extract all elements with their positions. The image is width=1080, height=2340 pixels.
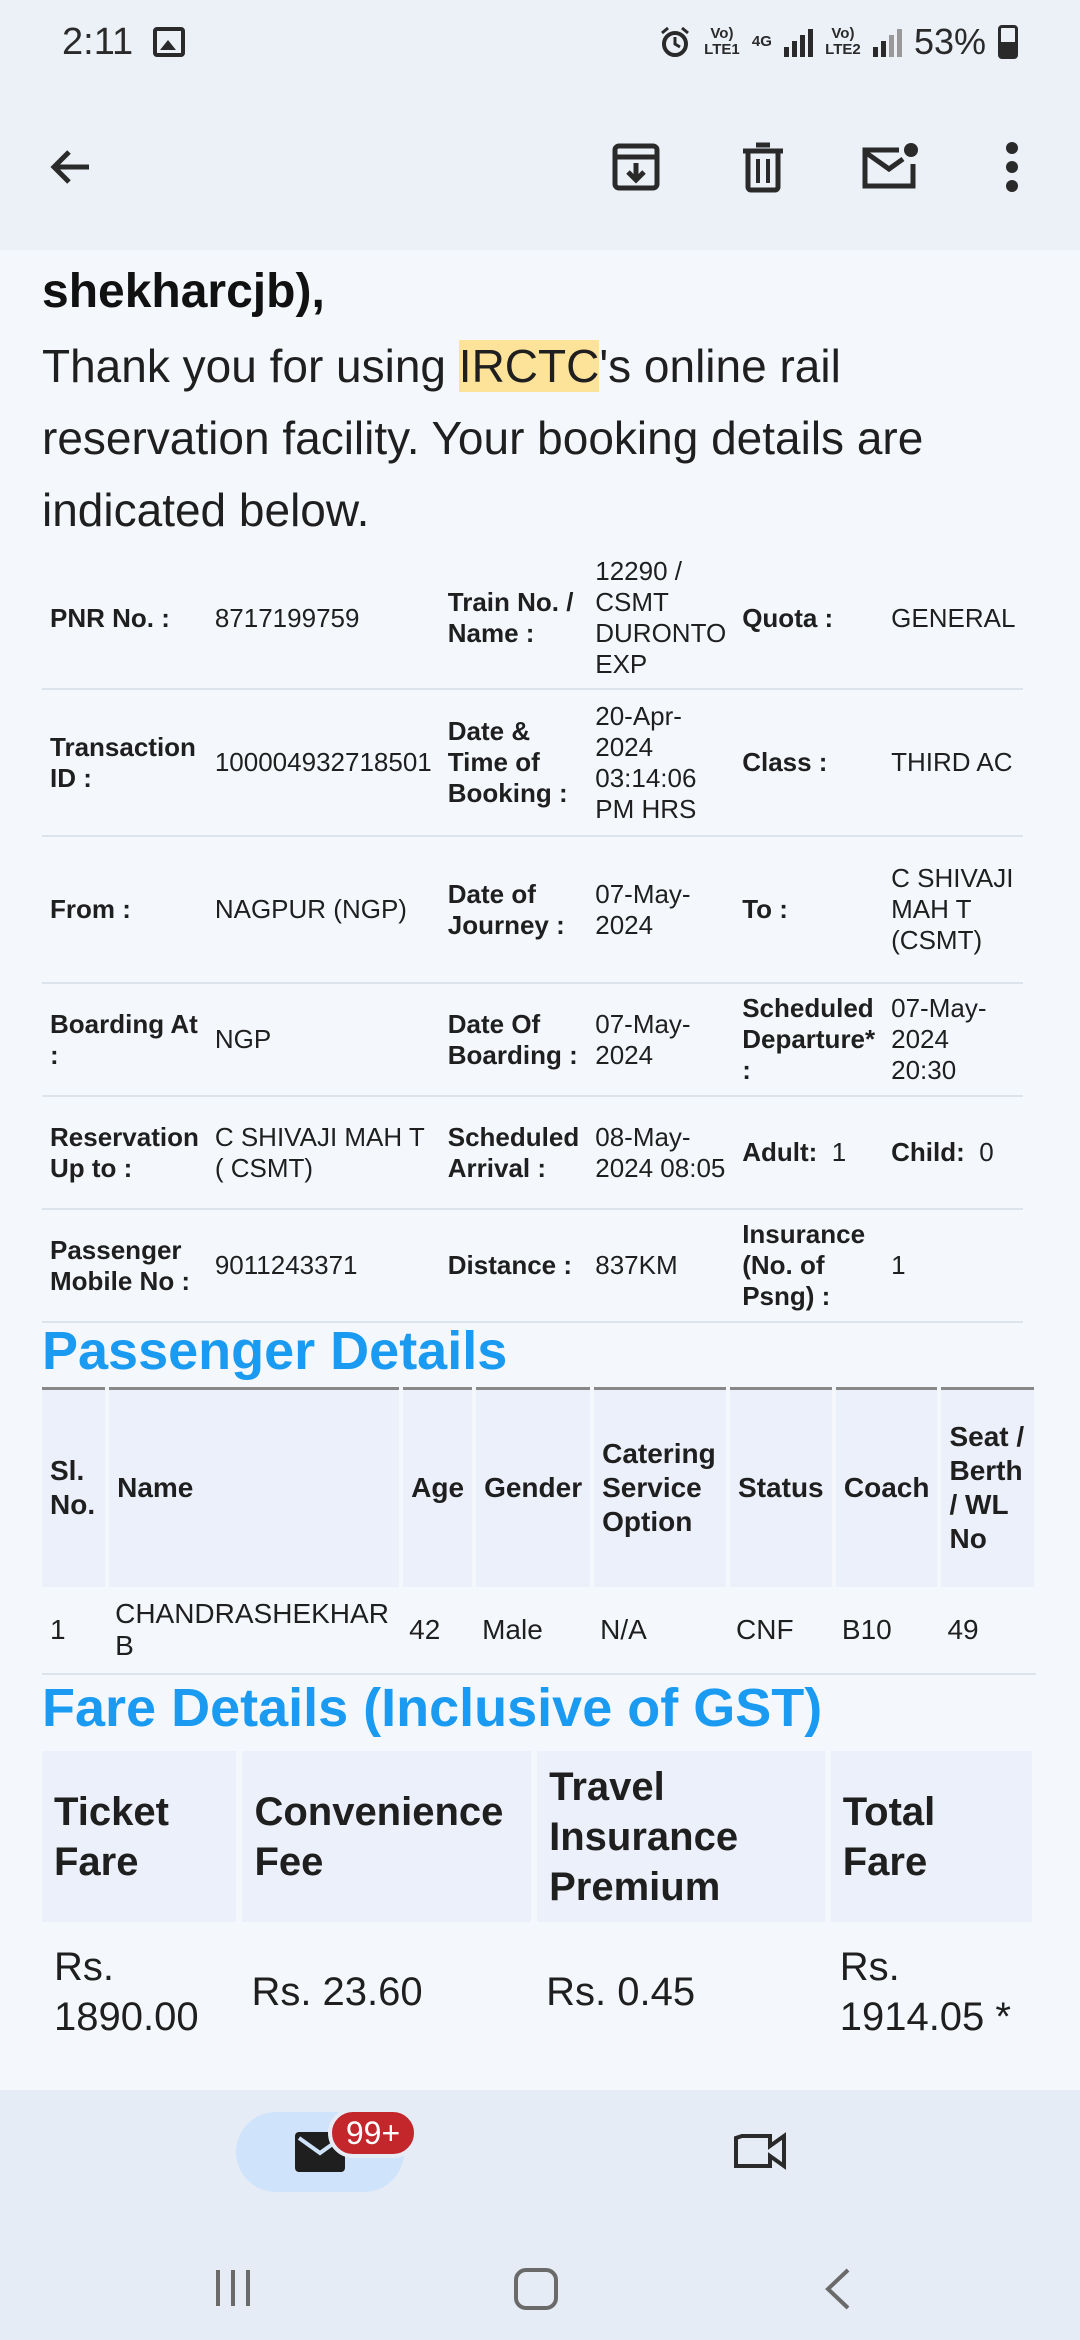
passenger-details-title: Passenger Details xyxy=(42,1321,508,1381)
intro-text xyxy=(42,330,1042,546)
more-options-button[interactable] xyxy=(977,132,1047,202)
class-label: Class : xyxy=(734,689,883,836)
col-insurance-premium: Travel Insurance Premium xyxy=(534,1748,828,1922)
to-value: C SHIVAJI MAH T (CSMT) xyxy=(883,836,1023,983)
total-fare-value: Rs. 1914.05 * xyxy=(839,1945,1011,2039)
back-arrow-icon xyxy=(47,143,95,191)
mobile-label: Passenger Mobile No : xyxy=(42,1209,207,1322)
distance-value: 837KM xyxy=(587,1209,734,1322)
network-lte2: Vo) LTE2 xyxy=(825,25,861,58)
home-button[interactable] xyxy=(514,2268,558,2315)
status-bar xyxy=(0,0,1080,84)
col-ticket-fare: Ticket Fare xyxy=(42,1748,239,1922)
from-label: From : xyxy=(42,836,207,983)
chevron-left-icon xyxy=(824,2268,852,2310)
table-row xyxy=(42,1922,1035,2062)
col-age: Age xyxy=(401,1389,474,1587)
train-label: Train No. / Name : xyxy=(440,548,587,689)
bottom-navigation xyxy=(0,2090,1080,2340)
adult-cell xyxy=(734,1096,883,1209)
table-row xyxy=(42,689,1023,836)
table-row xyxy=(42,1587,1036,1674)
archive-button[interactable] xyxy=(601,132,671,202)
quota-label: Quota : xyxy=(734,548,883,689)
insurance-value: 1 xyxy=(883,1209,1023,1322)
passenger-coach: B10 xyxy=(834,1587,940,1674)
video-icon xyxy=(734,2130,788,2172)
child-cell xyxy=(883,1096,1023,1209)
network-4g: 4G xyxy=(751,33,772,50)
child-label: Child: xyxy=(891,1137,965,1167)
txn-value: 100004932718501 xyxy=(207,689,440,836)
table-row xyxy=(42,1096,1023,1209)
boarding-date-value: 07-May-2024 xyxy=(587,983,734,1096)
passenger-gender: Male xyxy=(474,1587,592,1674)
passenger-catering: N/A xyxy=(592,1587,728,1674)
network-lte1: Vo) LTE1 xyxy=(704,25,740,58)
insurance-label: Insurance (No. of Psng) : xyxy=(734,1209,883,1322)
scheduled-departure-label: Scheduled Departure* : xyxy=(734,983,883,1096)
pnr-value: 8717199759 xyxy=(207,548,440,689)
passenger-header-row xyxy=(42,1389,1036,1587)
col-convenience-fee: Convenience Fee xyxy=(239,1748,534,1922)
to-label: To : xyxy=(734,836,883,983)
adult-value: 1 xyxy=(831,1137,847,1167)
table-row xyxy=(42,548,1023,689)
quota-value: GENERAL xyxy=(883,548,1023,689)
mail-unread-badge: 99+ xyxy=(328,2108,418,2158)
reservation-upto-value: C SHIVAJI MAH T ( CSMT) xyxy=(207,1096,440,1209)
fare-details-title: Fare Details (Inclusive of GST) xyxy=(42,1678,823,1738)
col-name: Name xyxy=(107,1389,401,1587)
status-time: 2:11 xyxy=(62,20,134,63)
intro-before: Thank you for using xyxy=(42,340,459,392)
passenger-name: CHANDRASHEKHAR B xyxy=(107,1587,401,1674)
fare-header-row xyxy=(42,1748,1035,1922)
ticket-fare-value: Rs. 1890.00 xyxy=(54,1945,199,2039)
convenience-fee-value: Rs. 23.60 xyxy=(251,1970,423,2014)
intro-highlight: IRCTC xyxy=(458,340,600,392)
pnr-label: PNR No. : xyxy=(42,548,207,689)
col-status: Status xyxy=(728,1389,834,1587)
scheduled-departure-value: 07-May-2024 20:30 xyxy=(883,983,1023,1096)
mobile-value: 9011243371 xyxy=(207,1209,440,1322)
boarding-label: Boarding At : xyxy=(42,983,207,1096)
more-vert-icon xyxy=(1005,142,1019,192)
insurance-premium-value: Rs. 0.45 xyxy=(546,1970,696,2014)
home-icon xyxy=(514,2268,558,2310)
back-button[interactable] xyxy=(36,132,106,202)
image-notification-icon xyxy=(153,27,185,57)
status-icons xyxy=(658,21,1018,63)
from-value: NAGPUR (NGP) xyxy=(207,836,440,983)
booking-time-label: Date & Time of Booking : xyxy=(440,689,587,836)
greeting: shekharcjb), xyxy=(42,265,325,318)
txn-label: Transaction ID : xyxy=(42,689,207,836)
delete-button[interactable] xyxy=(728,132,798,202)
journey-date-label: Date of Journey : xyxy=(440,836,587,983)
signal-bars-1-icon xyxy=(784,27,813,57)
mark-unread-icon xyxy=(861,142,919,192)
passenger-age: 42 xyxy=(401,1587,474,1674)
booking-time-value: 20-Apr-2024 03:14:06 PM HRS xyxy=(587,689,734,836)
class-value: THIRD AC xyxy=(883,689,1023,836)
boarding-date-label: Date Of Boarding : xyxy=(440,983,587,1096)
intro-after: 's online rail reservation facility. Your booking details are indicated below. xyxy=(42,340,924,536)
col-total-fare: Total Fare xyxy=(828,1748,1035,1922)
mark-unread-button[interactable] xyxy=(855,132,925,202)
col-coach: Coach xyxy=(834,1389,940,1587)
table-row xyxy=(42,1209,1023,1322)
passenger-status: CNF xyxy=(728,1587,834,1674)
boarding-value: NGP xyxy=(207,983,440,1096)
table-row xyxy=(42,983,1023,1096)
passenger-sl-no: 1 xyxy=(42,1587,107,1674)
col-seat: Seat / Berth / WL No xyxy=(939,1389,1036,1587)
system-back-button[interactable] xyxy=(824,2268,852,2315)
col-catering: Catering Service Option xyxy=(592,1389,728,1587)
adult-label: Adult: xyxy=(742,1137,818,1167)
col-sl-no: Sl. No. xyxy=(42,1389,107,1587)
recent-apps-button[interactable] xyxy=(212,2268,254,2313)
alarm-icon xyxy=(658,25,692,59)
passenger-table xyxy=(42,1387,1038,1675)
battery-percent: 53% xyxy=(913,21,986,62)
reservation-upto-label: Reservation Up to : xyxy=(42,1096,207,1209)
battery-icon xyxy=(998,25,1018,59)
scheduled-arrival-value: 08-May-2024 08:05 xyxy=(587,1096,734,1209)
col-gender: Gender xyxy=(474,1389,592,1587)
journey-date-value: 07-May-2024 xyxy=(587,836,734,983)
train-value: 12290 / CSMT DURONTO EXP xyxy=(587,548,734,689)
archive-icon xyxy=(610,141,662,193)
child-value: 0 xyxy=(979,1137,994,1167)
distance-label: Distance : xyxy=(440,1209,587,1322)
fare-table xyxy=(42,1745,1038,2062)
email-toolbar xyxy=(0,84,1080,250)
meet-tab[interactable] xyxy=(734,2130,788,2177)
delete-icon xyxy=(739,141,787,193)
table-row xyxy=(42,836,1023,983)
email-body xyxy=(0,250,1080,2090)
passenger-seat: 49 xyxy=(939,1587,1036,1674)
signal-bars-2-icon xyxy=(873,27,902,57)
scheduled-arrival-label: Scheduled Arrival : xyxy=(440,1096,587,1209)
recent-apps-icon xyxy=(212,2268,254,2308)
booking-info-table xyxy=(42,548,1023,1323)
